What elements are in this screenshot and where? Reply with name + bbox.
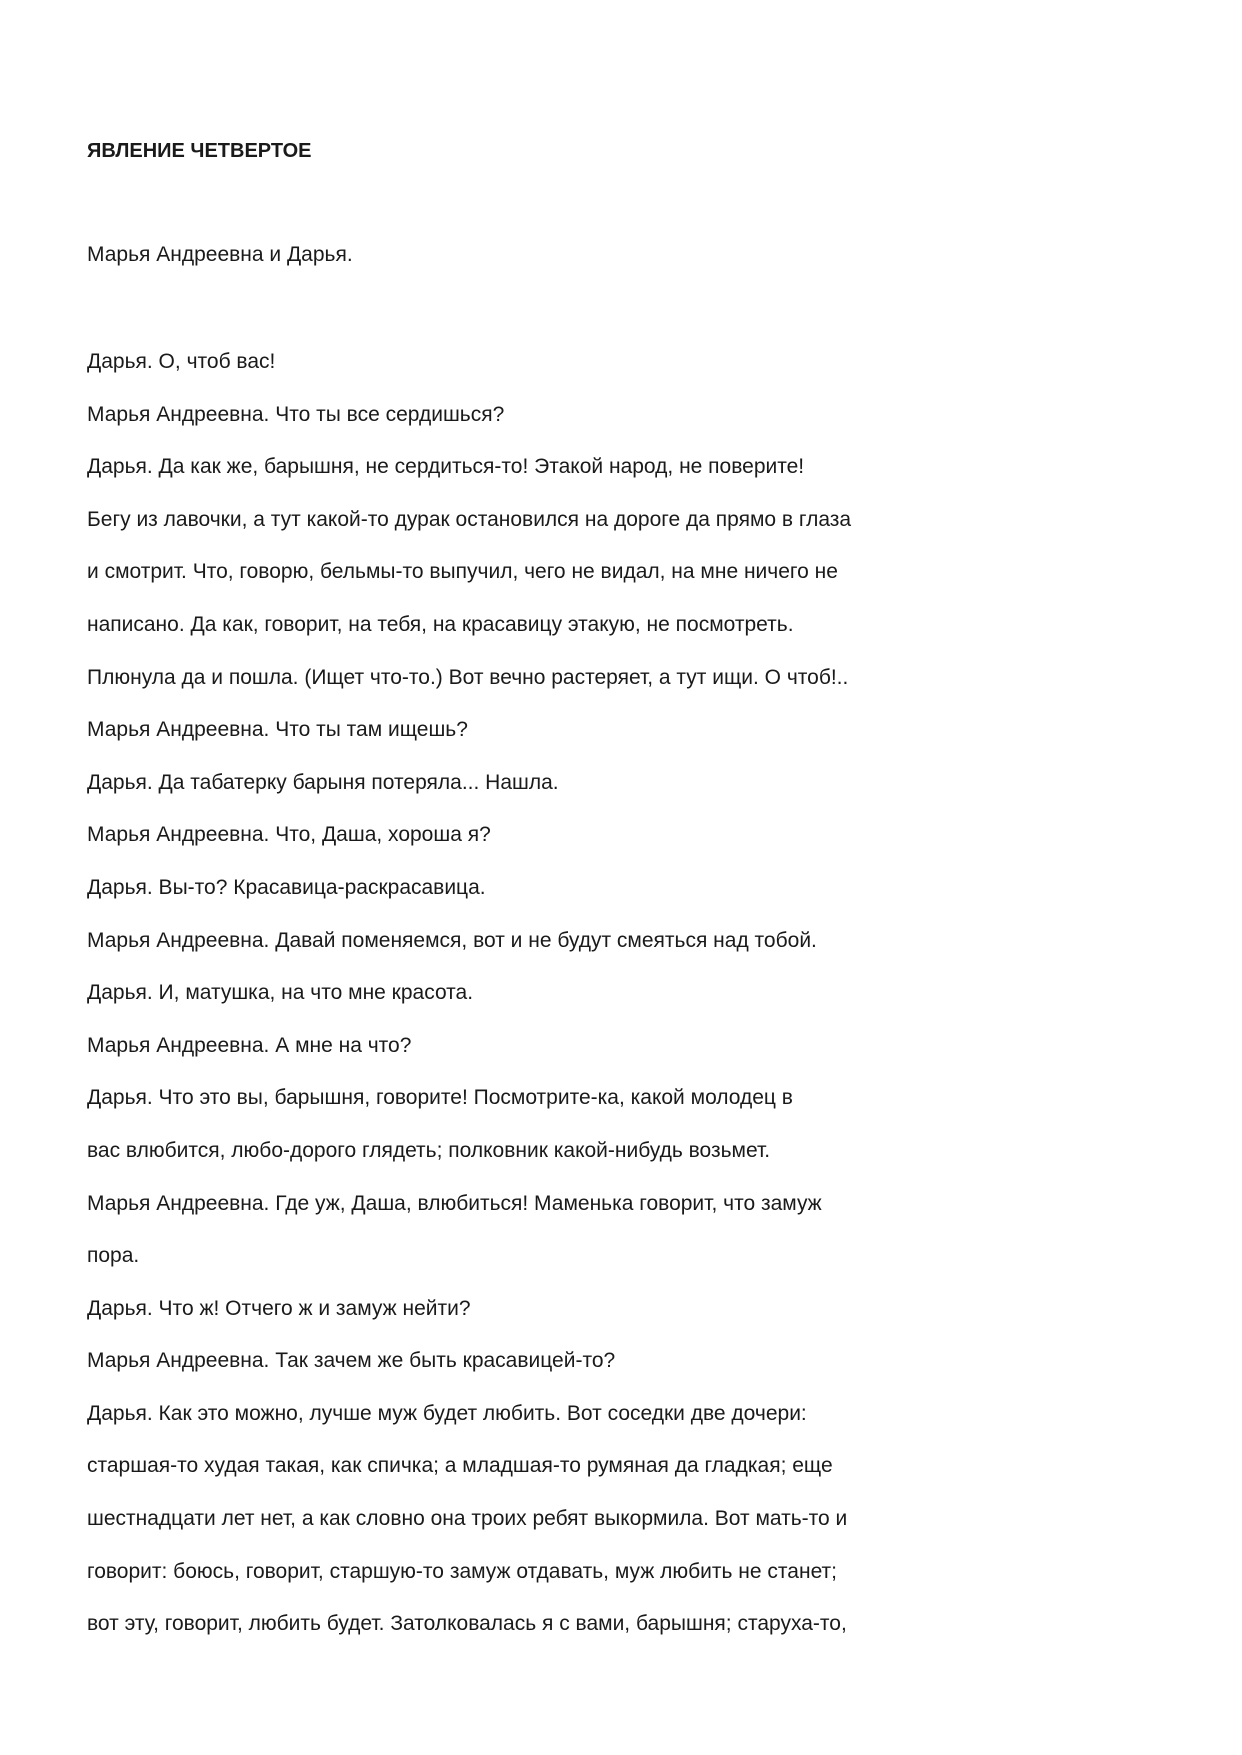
text-line: Марья Андреевна. Давай поменяемся, вот и не будут смеяться над тобой. <box>87 928 817 952</box>
text-line: старшая-то худая такая, как спичка; а младшая-то румяная да гладкая; еще <box>87 1454 833 1478</box>
text-line: Марья Андреевна. А мне на что? <box>87 1033 412 1057</box>
text-line: вас влюбится, любо-дорого глядеть; полковник какой-нибудь возьмет. <box>87 1138 771 1162</box>
text-line: Плюнула да и пошла. (Ищет что-то.) Вот вечно растеряет, а тут ищи. О чтоб!.. <box>87 665 849 689</box>
text-line: Дарья. Что это вы, барышня, говорите! Посмотрите-ка, какой молодец в <box>87 1086 793 1110</box>
text-line: написано. Да как, говорит, на тебя, на красавицу этакую, не посмотреть. <box>87 612 794 636</box>
text-line: говорит: боюсь, говорит, старшую-то замуж отдавать, муж любить не станет; <box>87 1559 838 1583</box>
text-line: Марья Андреевна. Что ты там ищешь? <box>87 718 468 742</box>
text-line: шестнадцати лет нет, а как словно она троих ребят выкормила. Вот мать-то и <box>87 1507 848 1531</box>
text-line: Дарья. О, чтоб вас! <box>87 350 276 373</box>
text-line: Марья Андреевна. Где уж, Даша, влюбиться! Маменька говорит, что замуж <box>87 1191 822 1215</box>
text-line: и смотрит. Что, говорю, бельмы-то выпучил, чего не видал, на мне ничего не <box>87 560 838 584</box>
text-line: Дарья. Да табатерку барыня потеряла... Нашла. <box>87 770 559 794</box>
text-line: Бегу из лавочки, а тут какой-то дурак остановился на дороге да прямо в глаза <box>87 507 852 531</box>
dialogue-body <box>87 349 1087 1664</box>
text-line: Дарья. Что ж! Отчего ж и замуж нейти? <box>87 1296 471 1320</box>
text-line: Марья Андреевна. Что ты все сердишься? <box>87 402 505 426</box>
text-line: Марья Андреевна. Что, Даша, хороша я? <box>87 823 491 847</box>
text-line: Дарья. Да как же, барышня, не сердиться-то! Этакой народ, не поверите! <box>87 455 805 479</box>
scene-cast: Марья Андреевна и Дарья. <box>87 243 353 266</box>
text-line: вот эту, говорит, любить будет. Затолковалась я с вами, барышня; старуха-то, <box>87 1612 847 1636</box>
text-line: Дарья. И, матушка, на что мне красота. <box>87 981 474 1005</box>
text-line: пора. <box>87 1244 140 1268</box>
text-line: Дарья. Вы-то? Красавица-раскрасавица. <box>87 875 486 899</box>
text-line: Дарья. Как это можно, лучше муж будет любить. Вот соседки две дочери: <box>87 1401 807 1425</box>
text-line: Марья Андреевна. Так зачем же быть красавицей-то? <box>87 1349 616 1373</box>
scene-heading: ЯВЛЕНИЕ ЧЕТВЕРТОЕ <box>87 140 312 162</box>
